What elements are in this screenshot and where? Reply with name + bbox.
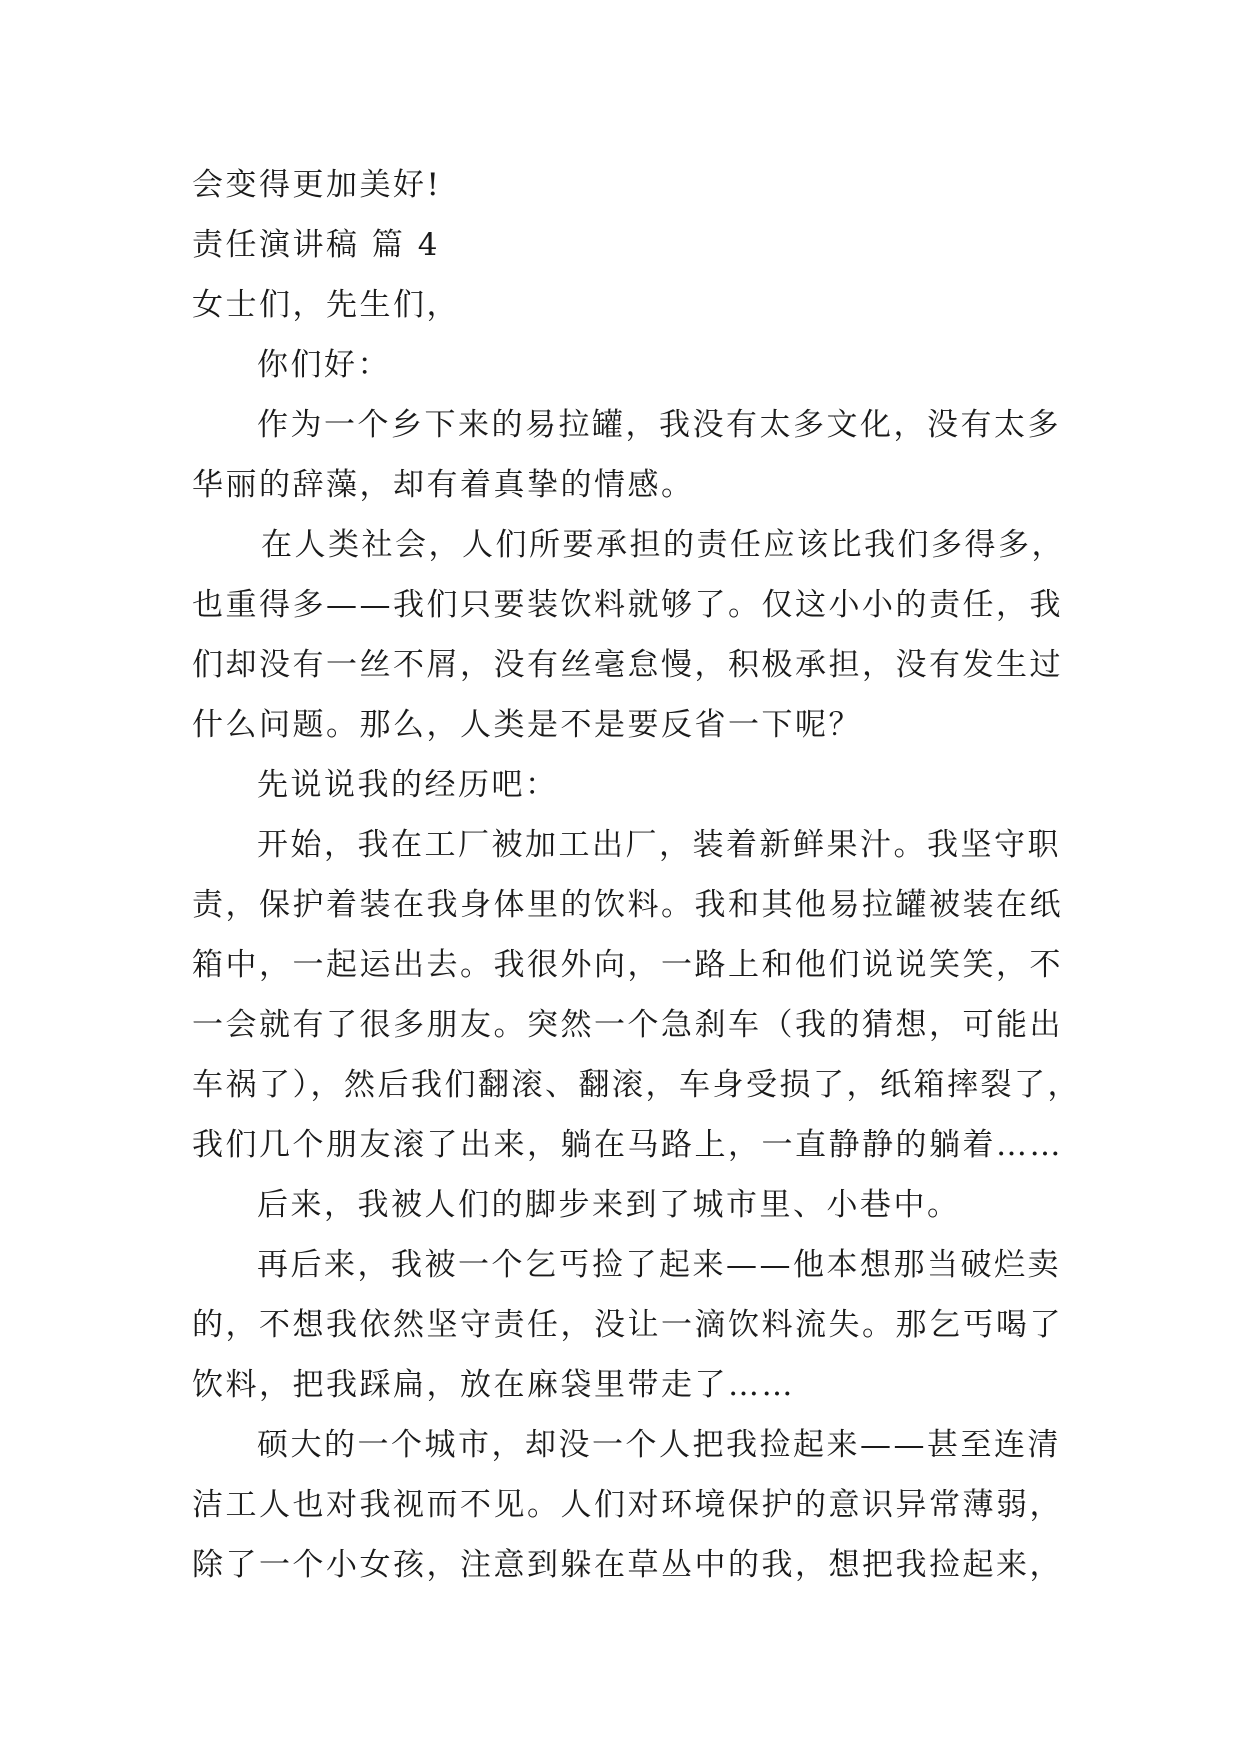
paragraph-line: 在人类社会，人们所要承担的责任应该比我们多得多， (261, 527, 1065, 563)
salutation-line: 女士们，先生们， (192, 287, 460, 323)
paragraph-line: 箱中，一起运出去。我很外向，一路上和他们说说笑笑，不 (192, 947, 1063, 983)
paragraph-line: 什么问题。那么，人类是不是要反省一下呢？ (192, 707, 862, 743)
paragraph-line: 也重得多——我们只要装饮料就够了。仅这小小的责任，我 (192, 587, 1063, 623)
paragraph-line: 硕大的一个城市，却没一个人把我捡起来——甚至连清 (257, 1427, 1061, 1463)
paragraph-line: 除了一个小女孩，注意到躲在草丛中的我，想把我捡起来， (192, 1547, 1063, 1583)
paragraph-line: 华丽的辞藻，却有着真挚的情感。 (192, 467, 695, 503)
paragraph-line: 先说说我的经历吧： (257, 767, 559, 803)
paragraph-line: 们却没有一丝不屑，没有丝毫怠慢，积极承担，没有发生过 (192, 647, 1063, 683)
text-line: 会变得更加美好! (192, 167, 442, 203)
paragraph-line: 的，不想我依然坚守责任，没让一滴饮料流失。那乞丐喝了 (192, 1307, 1063, 1343)
paragraph-line: 责，保护着装在我身体里的饮料。我和其他易拉罐被装在纸 (192, 887, 1063, 923)
paragraph-line: 车祸了），然后我们翻滚、翻滚，车身受损了，纸箱摔裂了， (192, 1067, 1081, 1103)
paragraph-line: 后来，我被人们的脚步来到了城市里、小巷中。 (257, 1187, 961, 1223)
paragraph-line: 洁工人也对我视而不见。人们对环境保护的意识异常薄弱， (192, 1487, 1063, 1523)
section-heading: 责任演讲稿 篇 4 (192, 227, 440, 263)
paragraph-line: 饮料，把我踩扁，放在麻袋里带走了…… (192, 1367, 795, 1403)
greeting-line: 你们好： (257, 347, 391, 383)
paragraph-line: 开始，我在工厂被加工出厂，装着新鲜果汁。我坚守职 (257, 827, 1061, 863)
paragraph-line: 我们几个朋友滚了出来，躺在马路上，一直静静的躺着…… (192, 1127, 1063, 1163)
paragraph-line: 再后来，我被一个乞丐捡了起来——他本想那当破烂卖 (257, 1247, 1061, 1283)
paragraph-line: 作为一个乡下来的易拉罐，我没有太多文化，没有太多 (257, 407, 1061, 443)
paragraph-line: 一会就有了很多朋友。突然一个急刹车（我的猜想，可能出 (192, 1007, 1063, 1043)
